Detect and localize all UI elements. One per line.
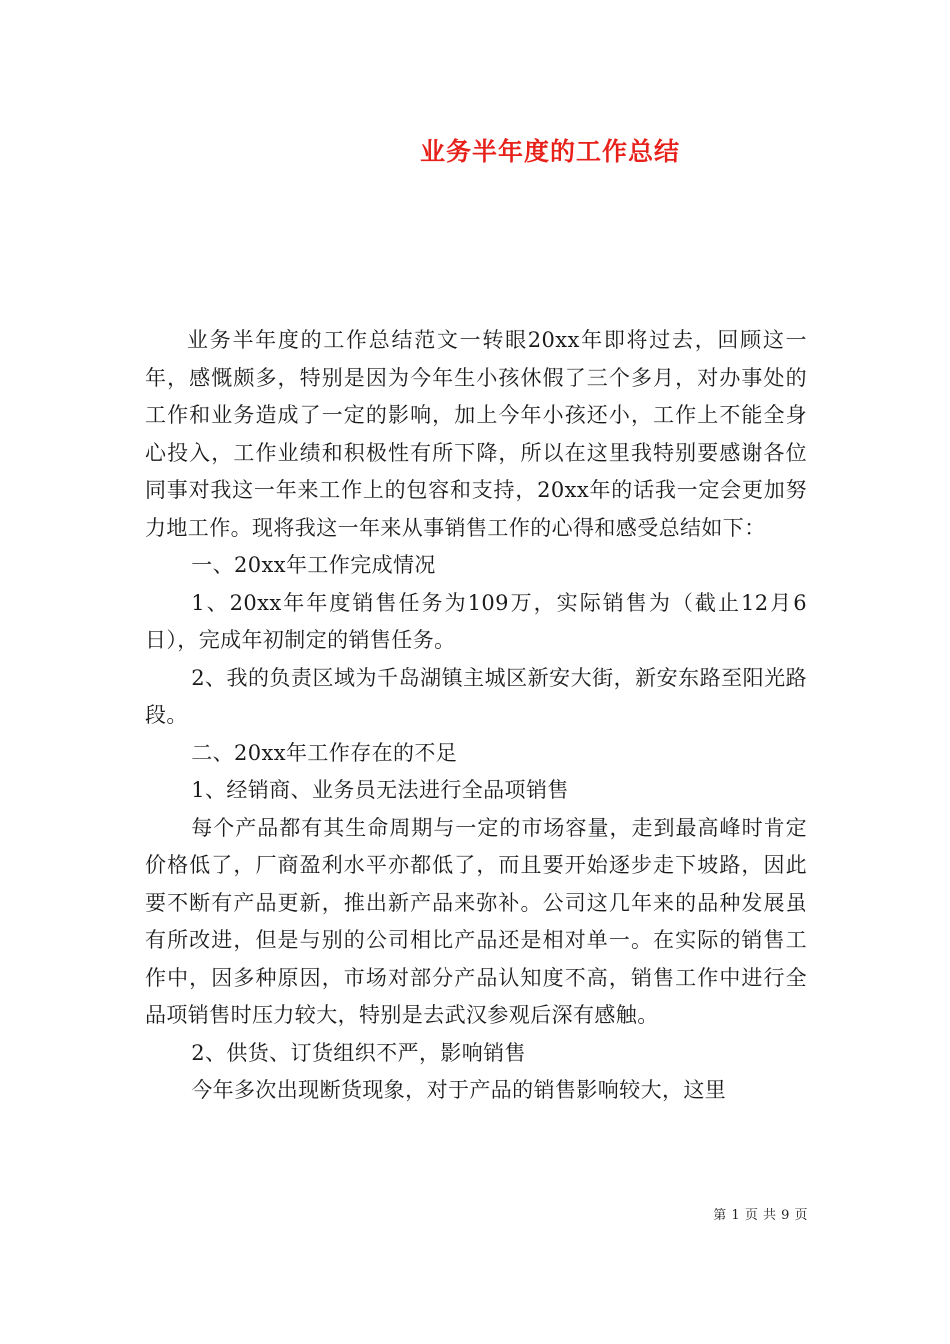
paragraph-intro: 业务半年度的工作总结范文一转眼20xx年即将过去，回顾这一年，感慨颇多，特别是因为今年生小孩休假了三个多月，对办事处的工作和业务造成了一定的影响，加上今年小孩还小，工作上不能全身心投入，工作业绩和积极性有所下降，所以在这里我特别要感谢各位同事对我这一年来工作上的包容和支持，20xx年的话我一定会更加努力地工作。现将我这一年来从事销售工作的心得和感受总结如下： [145, 328, 807, 540]
paragraph-2-2-body: 今年多次出现断货现象，对于产品的销售影响较大，这里 [191, 1078, 727, 1102]
subheading-2-1: 1、经销商、业务员无法进行全品项销售 [191, 778, 569, 802]
paragraph-item-1-1: 1、20xx年年度销售任务为109万，实际销售为（截止12月6日），完成年初制定的销售任务。 [145, 590, 807, 652]
document-title: 业务半年度的工作总结 [419, 137, 680, 166]
page-number-footer: 第 1 页 共 9 页 [713, 1208, 808, 1223]
section-heading-1: 一、20xx年工作完成情况 [191, 553, 436, 577]
paragraph-2-1-body: 每个产品都有其生命周期与一定的市场容量，走到最高峰时肯定价格低了，厂商盈利水平亦都低了，而且要开始逐步走下坡路，因此要不断有产品更新，推出新产品来弥补。公司这几年来的品种发展虽有所改进，但是与别的公司相比产品还是相对单一。在实际的销售工作中，因多种原因，市场对部分产品认知度不高，销售工作中进行全品项销售时压力较大，特别是去武汉参观后深有感触。 [145, 815, 807, 1027]
subheading-2-2: 2、供货、订货组织不严，影响销售 [191, 1040, 526, 1065]
document-body [145, 322, 807, 1110]
paragraph-item-1-2: 2、我的负责区域为千岛湖镇主城区新安大街，新安东路至阳光路段。 [145, 665, 807, 727]
section-heading-2: 二、20xx年工作存在的不足 [191, 740, 458, 765]
